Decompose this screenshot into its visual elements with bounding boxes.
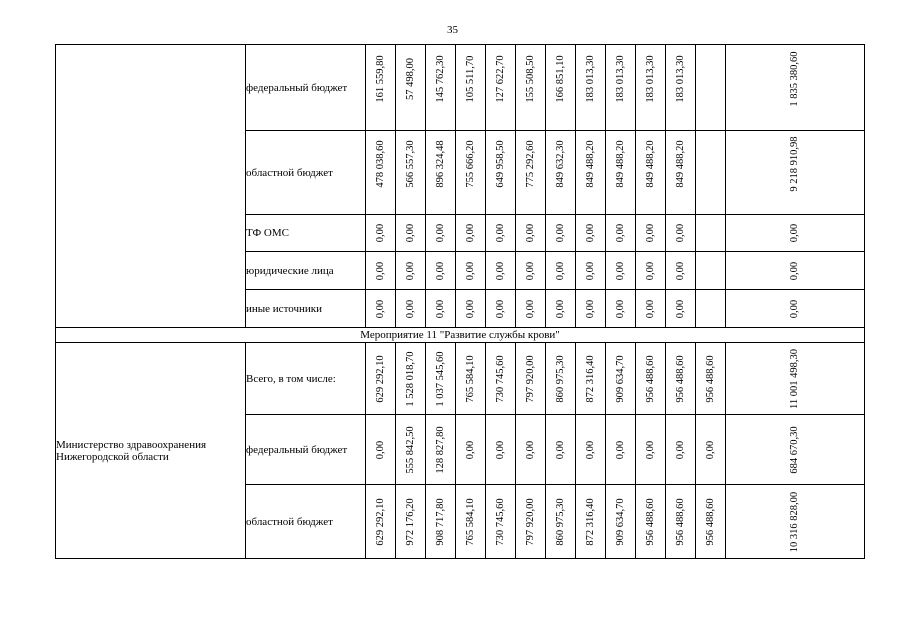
value-text: 0,00: [584, 261, 596, 280]
value-cell: [576, 45, 606, 131]
value-text: 797 920,00: [524, 497, 536, 546]
total-text: 10 316 828,00: [789, 491, 800, 552]
value-cell: [396, 215, 426, 252]
table-row: [56, 343, 865, 415]
source-label: областной бюджет: [246, 485, 366, 559]
value-cell: [606, 415, 636, 485]
source-label: юридические лица: [246, 252, 366, 290]
value-cell: [606, 485, 636, 559]
value-cell: [516, 252, 546, 290]
value-text: 0,00: [614, 299, 626, 318]
source-label: иные источники: [246, 290, 366, 328]
value-cell: [396, 45, 426, 131]
value-text: 872 316,40: [584, 497, 596, 546]
value-cell: [606, 215, 636, 252]
value-text: 0,00: [404, 261, 416, 280]
value-cell: [636, 290, 666, 328]
value-text: 0,00: [404, 223, 416, 243]
value-text: 0,00: [584, 223, 596, 243]
value-cell: [576, 252, 606, 290]
value-cell: [636, 485, 666, 559]
value-cell: [546, 252, 576, 290]
value-cell: [666, 415, 696, 485]
value-text: 0,00: [464, 440, 476, 459]
value-cell: [546, 131, 576, 215]
value-text: 127 622,70: [494, 55, 506, 103]
value-cell: [426, 343, 456, 415]
value-text: 57 498,00: [404, 58, 416, 100]
value-text: 0,00: [644, 261, 656, 280]
value-cell: [606, 343, 636, 415]
value-cell: [456, 290, 486, 328]
value-text: 0,00: [554, 261, 566, 280]
value-cell: [606, 131, 636, 215]
total-cell: [726, 252, 865, 290]
event-title: Мероприятие 11 "Развитие службы крови": [56, 328, 865, 343]
value-cell: [456, 415, 486, 485]
value-cell: [546, 215, 576, 252]
value-cell: [426, 252, 456, 290]
value-cell: [636, 343, 666, 415]
source-label: федеральный бюджет: [246, 415, 366, 485]
value-cell: [516, 485, 546, 559]
value-cell: [636, 131, 666, 215]
total-text: 11 001 498,30: [789, 348, 800, 409]
value-text: 0,00: [374, 440, 386, 459]
value-text: 0,00: [434, 223, 446, 243]
value-text: 860 975,30: [554, 354, 566, 403]
value-cell: [606, 290, 636, 328]
total-text: 9 218 910,98: [789, 136, 800, 192]
value-cell: [696, 252, 726, 290]
value-text: 797 920,00: [524, 354, 536, 403]
value-cell: [546, 485, 576, 559]
value-text: 956 488,60: [644, 497, 656, 546]
value-text: 0,00: [494, 261, 506, 280]
total-cell: [726, 343, 865, 415]
value-cell: [486, 415, 516, 485]
value-text: 0,00: [674, 223, 686, 243]
value-text: 0,00: [524, 299, 536, 318]
value-text: 730 745,60: [494, 354, 506, 403]
value-cell: [366, 415, 396, 485]
value-cell: [696, 215, 726, 252]
value-text: 860 975,30: [554, 497, 566, 546]
value-cell: [636, 252, 666, 290]
value-text: 0,00: [494, 440, 506, 459]
value-text: 849 488,20: [584, 140, 596, 188]
value-cell: [516, 290, 546, 328]
value-cell: [516, 131, 546, 215]
value-cell: [696, 131, 726, 215]
value-text: 555 842,50: [404, 425, 416, 474]
value-text: 478 038,60: [374, 140, 386, 188]
value-text: 0,00: [464, 223, 476, 243]
value-cell: [396, 290, 426, 328]
value-cell: [666, 485, 696, 559]
value-cell: [456, 45, 486, 131]
value-cell: [366, 45, 396, 131]
value-text: 1 037 545,60: [434, 350, 446, 407]
org-cell-empty: [56, 45, 246, 328]
value-text: 0,00: [494, 223, 506, 243]
value-text: 128 827,80: [434, 425, 446, 474]
total-cell: [726, 131, 865, 215]
value-text: 908 717,80: [434, 497, 446, 546]
value-cell: [396, 252, 426, 290]
value-text: 0,00: [494, 299, 506, 318]
value-text: 0,00: [374, 299, 386, 318]
value-cell: [636, 215, 666, 252]
total-text: 0,00: [789, 299, 800, 318]
value-cell: [366, 290, 396, 328]
value-cell: [546, 415, 576, 485]
value-cell: [636, 45, 666, 131]
value-text: 0,00: [674, 261, 686, 280]
value-text: 155 508,50: [524, 55, 536, 103]
value-cell: [456, 215, 486, 252]
value-text: 629 292,10: [374, 497, 386, 546]
value-text: 0,00: [464, 299, 476, 318]
value-cell: [486, 485, 516, 559]
source-label: областной бюджет: [246, 131, 366, 215]
value-text: 972 176,20: [404, 497, 416, 546]
budget-table: [55, 44, 865, 559]
value-text: 0,00: [554, 299, 566, 318]
value-text: 183 013,30: [674, 55, 686, 103]
value-text: 765 584,10: [464, 497, 476, 546]
value-cell: [666, 343, 696, 415]
value-cell: [486, 45, 516, 131]
value-cell: [666, 45, 696, 131]
total-text: 684 670,30: [789, 425, 800, 474]
value-text: 0,00: [434, 261, 446, 280]
value-cell: [696, 485, 726, 559]
source-label: Всего, в том числе:: [246, 343, 366, 415]
value-cell: [516, 343, 546, 415]
value-text: 956 488,60: [674, 497, 686, 546]
value-text: 730 745,60: [494, 497, 506, 546]
value-cell: [366, 343, 396, 415]
total-text: 0,00: [789, 261, 800, 280]
value-text: 956 488,60: [704, 354, 716, 403]
total-text: 0,00: [789, 223, 800, 243]
value-text: 0,00: [644, 299, 656, 318]
value-cell: [366, 131, 396, 215]
value-text: 0,00: [464, 261, 476, 280]
value-cell: [696, 415, 726, 485]
value-text: 0,00: [644, 440, 656, 459]
page-number: 35: [447, 24, 458, 36]
value-text: 0,00: [434, 299, 446, 318]
value-text: 849 488,20: [644, 140, 656, 188]
value-text: 0,00: [584, 440, 596, 459]
value-text: 872 316,40: [584, 354, 596, 403]
value-text: 1 528 018,70: [404, 350, 416, 407]
value-text: 183 013,30: [584, 55, 596, 103]
value-cell: [426, 45, 456, 131]
value-cell: [666, 252, 696, 290]
value-text: 145 762,30: [434, 55, 446, 103]
value-cell: [696, 343, 726, 415]
value-cell: [396, 343, 426, 415]
value-cell: [486, 290, 516, 328]
total-cell: [726, 485, 865, 559]
value-cell: [456, 343, 486, 415]
value-text: 0,00: [704, 440, 716, 459]
value-cell: [396, 131, 426, 215]
value-cell: [546, 343, 576, 415]
value-text: 161 559,80: [374, 55, 386, 103]
total-cell: [726, 215, 865, 252]
value-text: 0,00: [584, 299, 596, 318]
value-text: 566 557,30: [404, 140, 416, 188]
value-cell: [426, 131, 456, 215]
value-cell: [576, 290, 606, 328]
value-cell: [636, 415, 666, 485]
value-cell: [486, 131, 516, 215]
value-cell: [696, 45, 726, 131]
value-cell: [576, 485, 606, 559]
value-cell: [366, 485, 396, 559]
value-text: 0,00: [404, 299, 416, 318]
value-text: 0,00: [644, 223, 656, 243]
value-text: 956 488,60: [704, 497, 716, 546]
value-cell: [456, 131, 486, 215]
value-text: 0,00: [554, 223, 566, 243]
value-cell: [576, 215, 606, 252]
source-label: федеральный бюджет: [246, 45, 366, 131]
total-cell: [726, 45, 865, 131]
value-cell: [426, 415, 456, 485]
total-cell: [726, 415, 865, 485]
value-cell: [546, 290, 576, 328]
value-text: 0,00: [554, 440, 566, 459]
value-cell: [576, 415, 606, 485]
value-text: 909 634,70: [614, 354, 626, 403]
value-text: 755 666,20: [464, 140, 476, 188]
value-cell: [516, 215, 546, 252]
value-text: 629 292,10: [374, 354, 386, 403]
value-cell: [426, 290, 456, 328]
value-text: 775 292,60: [524, 140, 536, 188]
value-text: 166 851,10: [554, 55, 566, 103]
value-text: 0,00: [614, 261, 626, 280]
value-text: 909 634,70: [614, 497, 626, 546]
value-cell: [576, 343, 606, 415]
value-text: 183 013,30: [614, 55, 626, 103]
event-row: [56, 328, 865, 343]
value-cell: [666, 131, 696, 215]
value-text: 849 632,30: [554, 140, 566, 188]
value-text: 896 324,48: [434, 140, 446, 188]
value-cell: [516, 415, 546, 485]
source-label: ТФ ОМС: [246, 215, 366, 252]
value-text: 849 488,20: [614, 140, 626, 188]
value-cell: [366, 252, 396, 290]
value-text: 0,00: [374, 261, 386, 280]
value-cell: [426, 485, 456, 559]
value-text: 0,00: [524, 440, 536, 459]
value-text: 0,00: [524, 223, 536, 243]
total-text: 1 835 380,60: [789, 51, 800, 107]
value-cell: [456, 485, 486, 559]
value-cell: [696, 290, 726, 328]
value-cell: [666, 290, 696, 328]
value-cell: [486, 215, 516, 252]
value-cell: [666, 215, 696, 252]
total-cell: [726, 290, 865, 328]
organization-name: Министерство здравоохранения Нижегородской области: [56, 343, 246, 559]
value-text: 183 013,30: [644, 55, 656, 103]
value-text: 0,00: [614, 223, 626, 243]
value-cell: [606, 252, 636, 290]
value-text: 956 488,60: [674, 354, 686, 403]
value-cell: [456, 252, 486, 290]
value-text: 956 488,60: [644, 354, 656, 403]
value-cell: [396, 415, 426, 485]
value-text: 649 958,50: [494, 140, 506, 188]
value-text: 849 488,20: [674, 140, 686, 188]
value-cell: [486, 343, 516, 415]
value-cell: [426, 215, 456, 252]
value-text: 0,00: [674, 299, 686, 318]
value-cell: [486, 252, 516, 290]
value-text: 0,00: [374, 223, 386, 243]
value-text: 0,00: [614, 440, 626, 459]
value-text: 0,00: [524, 261, 536, 280]
table-row: [56, 45, 865, 131]
value-cell: [516, 45, 546, 131]
value-text: 105 511,70: [464, 55, 476, 103]
value-cell: [396, 485, 426, 559]
value-cell: [366, 215, 396, 252]
value-text: 0,00: [674, 440, 686, 459]
value-text: 765 584,10: [464, 354, 476, 403]
value-cell: [576, 131, 606, 215]
value-cell: [546, 45, 576, 131]
value-cell: [606, 45, 636, 131]
